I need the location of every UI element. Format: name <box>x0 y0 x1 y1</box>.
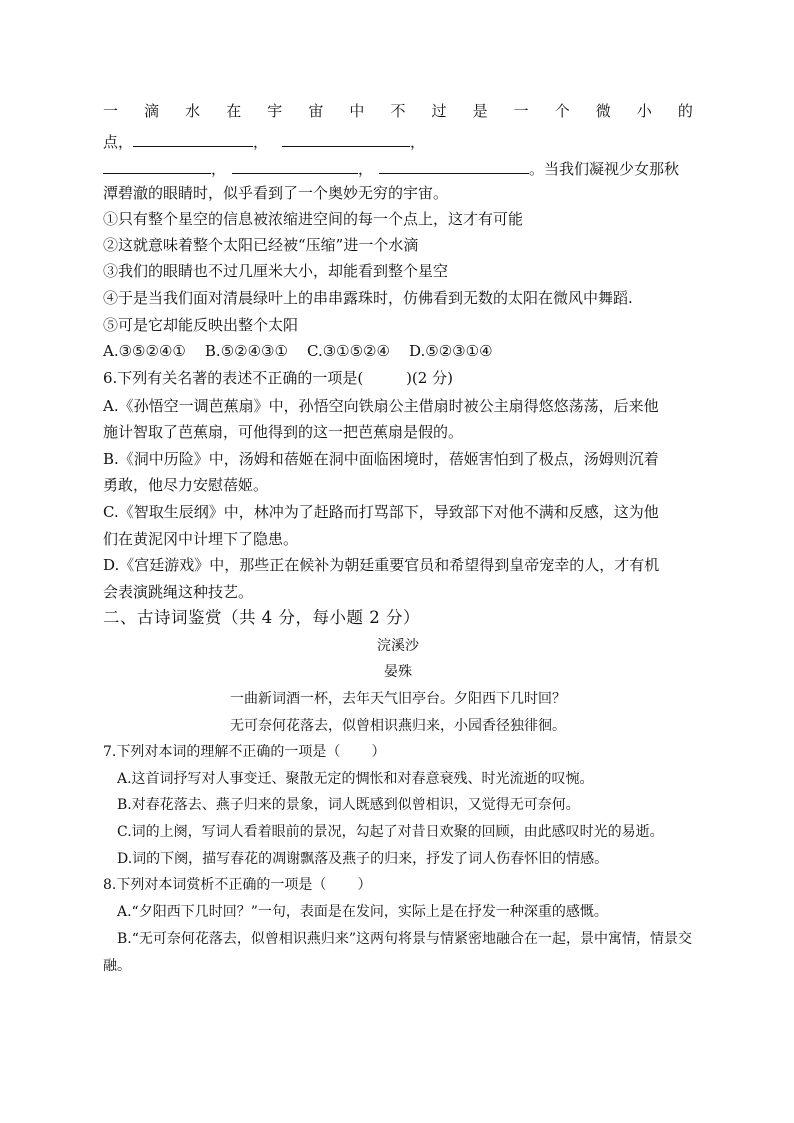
q7-stem: 7.下列对本词的理解不正确的一项是（ ） <box>103 744 386 760</box>
q6-option-b-line-1: B.《洞中历险》中，汤姆和蓓姬在洞中面临困境时，蓓姬害怕到了极点，汤姆则沉着 <box>103 450 659 468</box>
sentence-char: 个 <box>554 102 570 120</box>
text: 。当我们凝视少女那秋 <box>529 160 680 178</box>
q6-option-d-line-2: 会表演跳绳这种技艺。 <box>103 583 254 601</box>
poem-line-1: 一曲新词酒一杯，去年天气旧亭台。夕阳西下几时回？ <box>230 691 566 707</box>
comma: ， <box>358 160 374 178</box>
q8-stem: 8.下列对本词赏析不正确的一项是（ ） <box>103 877 372 893</box>
q8-option-b-line-1: B.“无可奈何花落去，似曾相识燕归来”这两句将景与情紧密地融合在一起，景中寓情，情景交 <box>117 931 693 947</box>
sentence-char: 宙 <box>308 102 324 120</box>
sentence-char: 水 <box>185 102 201 120</box>
q7-option-a: A.这首词抒写对人事变迁、聚散无定的惆怅和对春意衰残、时光流逝的叹惋。 <box>117 771 594 787</box>
answer-blank-2[interactable] <box>282 130 410 147</box>
sentence-char: 在 <box>226 102 242 120</box>
sentence-char: 的 <box>677 102 693 120</box>
q5-options: A.③⑤②④① B.⑤②④③① C.③①⑤②④ D.⑤②③①④ <box>103 342 493 360</box>
comma: ， <box>253 133 269 151</box>
comma: ， <box>211 160 227 178</box>
comma: ， <box>410 133 426 151</box>
poem-line-2: 无可奈何花落去，似曾相识燕归来，小园香径独徘徊。 <box>230 718 566 734</box>
sentence-char: 宇 <box>267 102 283 120</box>
q5-sentence-line-1 <box>103 101 693 121</box>
q6-option-d-line-1: D.《宫廷游戏》中，那些正在候补为朝廷重要官员和希望得到皇帝宠幸的人，才有机 <box>103 556 660 574</box>
text: 点， <box>103 133 134 151</box>
q6-option-a-line-2: 施计智取了芭蕉扇，可他得到的这一把芭蕉扇是假的。 <box>103 423 464 441</box>
q5-item: ③我们的眼睛也不过几厘米大小，却能看到整个星空 <box>103 262 449 280</box>
q5-item: ②这就意味着整个太阳已经被“压缩”进一个水滴 <box>103 236 419 254</box>
answer-blank-1[interactable] <box>133 130 253 147</box>
q7-option-d: D.词的下阕，描写春花的凋谢飘落及燕子的归来，抒发了词人伤春怀旧的情感。 <box>117 851 609 867</box>
q8-option-a: A.“夕阳西下几时回？”一句，表面是在发问，实际上是在抒发一种深重的感慨。 <box>117 904 608 920</box>
q7-option-b: B.对春花落去、燕子归来的景象，词人既感到似曾相识，又觉得无可奈何。 <box>117 797 580 813</box>
answer-blank-3[interactable] <box>103 157 211 174</box>
q6-option-c-line-2: 们在黄泥冈中计埋下了隐患。 <box>103 530 299 548</box>
q5-item: ①只有整个星空的信息被浓缩进空间的每一个点上，这才有可能 <box>103 210 524 228</box>
q5-sentence-line-3 <box>103 157 693 179</box>
q7-option-c: C.词的上阕，写词人看着眼前的景况，勾起了对昔日欢聚的回顾，由此感叹时光的易逝。 <box>117 824 664 840</box>
answer-blank-5[interactable] <box>379 157 529 174</box>
q6-stem: 6.下列有关名著的表述不正确的一项是( )(2 分) <box>103 369 453 387</box>
section-heading: 二、古诗词鉴赏（共 4 分，每小题 2 分） <box>103 608 420 627</box>
sentence-char: 小 <box>636 102 652 120</box>
sentence-char: 过 <box>431 102 447 120</box>
sentence-char: 一 <box>103 102 119 120</box>
sentence-char: 一 <box>513 102 529 120</box>
sentence-char: 是 <box>472 102 488 120</box>
poem-author: 晏殊 <box>384 664 412 680</box>
q5-item: ⑤可是它却能反映出整个太阳 <box>103 316 299 334</box>
sentence-char: 中 <box>349 102 365 120</box>
q6-option-c-line-1: C.《智取生辰纲》中，林冲为了赶路而打骂部下，导致部下对他不满和反感，这为他 <box>103 503 659 521</box>
answer-blank-4[interactable] <box>232 157 358 174</box>
sentence-char: 不 <box>390 102 406 120</box>
q6-option-b-line-2: 勇敢，他尽力安慰蓓姬。 <box>103 476 269 494</box>
sentence-char: 滴 <box>144 102 160 120</box>
q5-sentence-line-2 <box>103 130 693 152</box>
q5-sentence-line-4: 潭碧澈的眼睛时，似乎看到了一个奥妙无穷的宇宙。 <box>103 184 449 202</box>
sentence-char: 微 <box>595 102 611 120</box>
q5-item: ④于是当我们面对清晨绿叶上的串串露珠时，仿佛看到无数的太阳在微风中舞蹈. <box>103 289 633 307</box>
q8-option-b-line-2: 融。 <box>103 958 131 974</box>
poem-title: 浣溪沙 <box>377 638 419 654</box>
q6-option-a-line-1: A.《孙悟空一调芭蕉扇》中，孙悟空向铁扇公主借扇时被公主扇得悠悠荡荡，后来他 <box>103 397 659 415</box>
